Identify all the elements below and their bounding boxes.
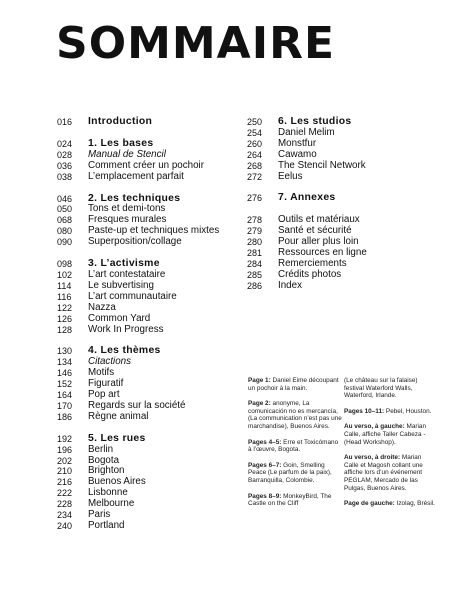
toc-entry [247,270,437,281]
toc-entry-label: Pop art [88,389,120,401]
toc-entry-label: 1. Les bases [88,137,154,149]
toc-entry [57,477,232,488]
photo-caption [344,408,436,416]
page-title: SOMMAIRE [56,18,336,69]
caption-text: anonyme, La comunicación no es mercancía, (La communication n’est pas une marchandise), Buenos Aires. [248,400,342,430]
photo-caption [248,493,343,508]
toc-entry-label: Ressources en ligne [278,247,367,259]
toc-page-number: 046 [57,193,73,204]
toc-entry-label: Index [278,279,302,291]
toc-entry [247,161,437,172]
caption-page-ref: Pages 8–9: [248,492,282,500]
toc-entry-label: Buenos Aires [88,476,146,488]
caption-text: Pebel, Houston. [384,407,432,415]
toc-entry [57,488,232,499]
toc-page-number: 146 [57,368,73,379]
toc-entry [247,281,437,292]
caption-page-ref: Page 2: [248,400,271,408]
toc-entry-label: Bogota [88,454,120,466]
caption-page-ref: Au verso, à gauche: [344,423,405,431]
toc-entry-label: Santé et sécurité [278,225,352,237]
toc-entry [57,521,232,532]
toc-entry-label: Daniel Melim [278,126,335,138]
toc-entry-label: 6. Les studios [278,116,352,127]
toc-page-number: 286 [247,280,263,291]
toc-page-number: 122 [57,302,73,313]
photo-caption [344,423,436,446]
toc-entry-label: Crédits photos [278,268,342,280]
toc-page-number: 260 [247,138,263,149]
toc-entry-label: Introduction [88,116,153,127]
toc-page-number: 278 [247,215,263,226]
photo-caption [344,454,436,492]
toc-entry [57,357,232,368]
toc-entry [57,379,232,390]
toc-page-number: 126 [57,313,73,324]
toc-entry-label: Melbourne [88,498,135,510]
toc-entry-label: Paris [88,509,111,521]
toc-entry [57,456,232,467]
toc-entry-label: Portland [88,520,125,531]
toc-page-number: 222 [57,488,73,499]
toc-page-number: 280 [247,237,263,248]
caption-text: Marian Calle et Magosh collant une affiche lors d’un événement PEGLAM, Mercado de las Pulgas, Buenos Aires. [344,454,423,492]
toc-entry-label: Brighton [88,465,125,477]
toc-page-number: 050 [57,204,73,215]
toc-entry [57,510,232,521]
caption-page-ref: Pages 10–11: [344,407,385,415]
captions-right-column [344,377,436,516]
caption-text: Marian Calle, affiche Taller Cabeza - (Head Workshop). [344,423,427,446]
toc-page-number: 128 [57,324,73,335]
toc-section-heading [247,193,437,204]
toc-entry-label: Berlin [88,443,114,455]
toc-page-number: 285 [247,269,263,280]
caption-text: Goin, Smelling Peace (Le parfum de la paix), Barranquilla, Colombie. [248,461,332,484]
toc-page-number: 254 [247,127,263,138]
toc-page-number: 102 [57,269,73,280]
toc-page-number: 152 [57,379,73,390]
toc-section-heading [247,117,437,128]
toc-page-number: 116 [57,291,72,302]
toc-page-number: 250 [247,117,263,127]
toc-entry [57,445,232,456]
toc-entry-label: L’art contestataire [88,268,166,280]
caption-page-ref: Page 1: [248,377,271,384]
toc-entry-label: Règne animal [88,410,149,422]
toc-entry [57,325,232,336]
toc-entry-label: Manual de Stencil [88,148,166,160]
toc-section [247,117,437,182]
toc-entry-label: Outils et matériaux [278,214,360,226]
toc-entry [247,259,437,270]
toc-entry-label: Figuratif [88,378,124,390]
toc-entry-label: 3. L’activisme [88,258,160,270]
toc-entry [57,172,232,183]
toc-entry-label: Comment créer un pochoir [88,159,204,171]
captions-left-column [248,377,343,516]
toc-page-number: 028 [57,149,73,160]
toc-page-number: 170 [57,400,73,411]
toc-section [247,215,437,291]
toc-section [57,117,232,128]
toc-section [247,193,437,204]
toc-entry [57,412,232,423]
toc-page-number: 192 [57,433,73,444]
toc-entry [247,172,437,183]
toc-entry-label: Eelus [278,170,303,182]
toc-entry-label: Pour aller plus loin [278,236,359,248]
toc-entry-label: Nazza [88,301,116,313]
toc-entry-label: Regards sur la société [88,399,186,411]
caption-page-ref: Pages 6–7: [248,461,282,469]
toc-entry-label: Fresques murales [88,214,167,226]
caption-page-ref: Au verso, à droite: [344,454,401,462]
toc-page-number: 130 [57,346,73,357]
toc-page-number: 284 [247,258,263,269]
toc-page-number: 080 [57,226,73,237]
toc-entry [247,150,437,161]
toc-left-column [57,117,232,543]
toc-entry-label: 4. Les thèmes [88,345,161,357]
toc-page-number: 114 [57,280,72,291]
toc-section-heading [57,434,232,445]
photo-caption [248,400,343,430]
photo-caption [344,500,436,508]
toc-entry-label: The Stencil Network [278,159,366,171]
toc-entry-label: Common Yard [88,312,151,324]
caption-text: Daniel Eime découpant un pochoir à la main. [248,377,339,392]
toc-page-number: 240 [57,521,73,531]
photo-caption [248,462,343,485]
toc-right-column [247,117,437,303]
toc-entry-label: L’emplacement parfait [88,170,184,182]
toc-entry [57,314,232,325]
caption-page-ref: Pages 4–5: [248,438,282,446]
toc-entry-label: 2. Les techniques [88,192,181,204]
toc-page-number: 279 [247,226,263,237]
toc-entry-label: Motifs [88,367,115,379]
toc-section [57,259,232,335]
toc-page-number: 036 [57,160,73,171]
toc-page-number: 090 [57,237,73,248]
toc-entry [247,139,437,150]
toc-page-number: 068 [57,215,73,226]
toc-page-number: 228 [57,499,73,510]
toc-section [57,139,232,183]
toc-entry-label: Tons et demi-tons [88,203,166,215]
toc-entry-label: Remerciements [278,257,347,269]
toc-page-number: 098 [57,259,73,270]
toc-entry-label: 5. Les rues [88,432,146,444]
toc-page-number: 038 [57,171,73,182]
toc-section [57,434,232,532]
toc-section-heading [57,117,232,128]
caption-text: Izolag, Brésil. [394,500,435,508]
toc-page-number: 024 [57,138,73,149]
caption-text: (Le château sur la falaise) festival Waterford Walls, Waterford, Irlande. [344,377,418,400]
caption-text: MonkeyBird, The Castle on the Cliff [248,492,332,508]
toc-section [57,194,232,249]
photo-caption [344,377,436,400]
toc-entry-label: Cawamo [278,148,317,160]
toc-entry-label: Superposition/collage [88,236,182,248]
toc-page-number: 264 [247,149,263,160]
toc-entry-label: L’art communautaire [88,290,177,302]
toc-entry [57,368,232,379]
toc-page-number: 134 [57,357,73,368]
toc-page-number: 268 [247,160,263,171]
toc-entry [57,161,232,172]
toc-entry-label: Paste-up et techniques mixtes [88,225,220,237]
toc-page-number: 196 [57,444,73,455]
photo-caption [248,377,343,392]
toc-section [57,346,232,422]
toc-entry-label: Citactions [88,356,132,368]
toc-page-number: 016 [57,117,73,127]
toc-page-number: 164 [57,390,73,401]
toc-entry-label: 7. Annexes [278,192,336,204]
toc-page-number: 186 [57,411,73,422]
toc-entry [247,128,437,139]
caption-text: Erre et Toxicómano à l’œuvre, Bogota. [248,438,339,454]
toc-page-number: 276 [247,193,263,204]
toc-page-number: 272 [247,171,263,182]
toc-section-heading [57,346,232,357]
toc-entry-label: Work In Progress [88,323,164,335]
toc-entry-label: Le subvertising [88,279,154,291]
toc-page-number: 202 [57,455,73,466]
toc-entry [57,292,232,303]
toc-entry-label: Lisbonne [88,487,128,499]
toc-page-number: 281 [247,248,263,259]
toc-entry [57,303,232,314]
toc-page-number: 216 [57,477,73,488]
toc-page-number: 210 [57,466,73,477]
photo-caption [248,439,343,454]
caption-page-ref: Page de gauche: [344,500,395,508]
toc-entry [57,499,232,510]
toc-entry-label: Monstfur [278,137,317,149]
toc-entry [57,237,232,248]
toc-page-number: 234 [57,510,73,521]
